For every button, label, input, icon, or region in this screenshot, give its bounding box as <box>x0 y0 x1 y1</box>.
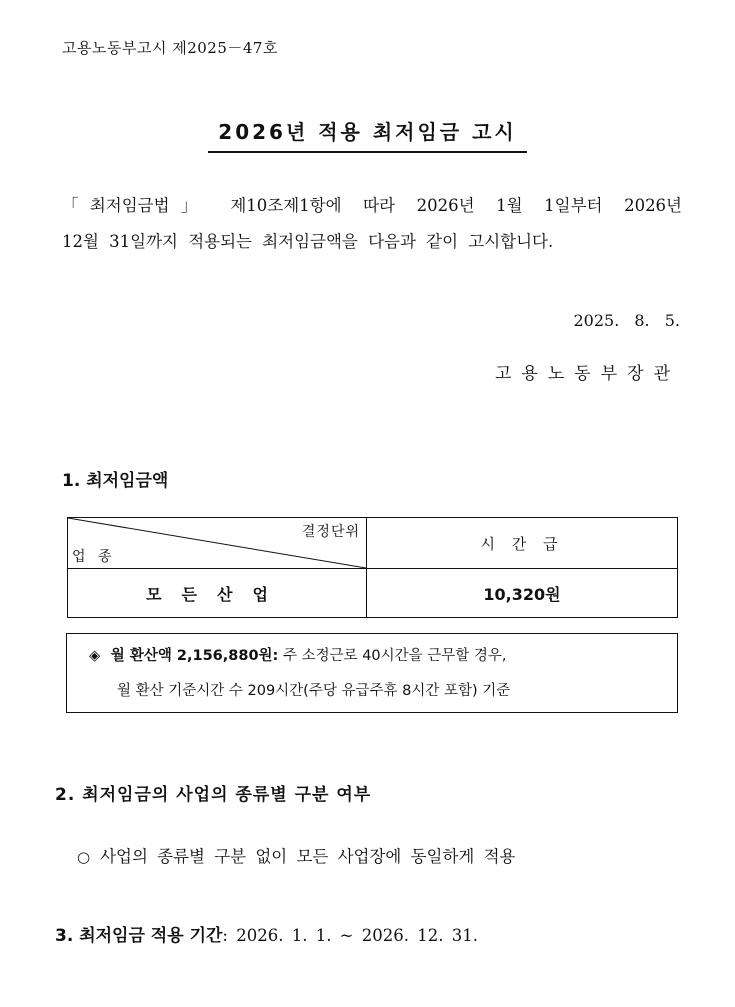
section-2-heading: 2. 최저임금의 사업의 종류별 구분 여부 <box>55 785 372 805</box>
note-text-1: 주 소정근로 40시간을 근무할 경우, <box>278 648 507 664</box>
row-hourly-wage-value: 10,320원 <box>367 569 678 618</box>
monthly-conversion-note <box>66 633 678 713</box>
minimum-wage-table <box>67 517 678 618</box>
note-line-1 <box>89 644 507 665</box>
header-decision-unit: 결정단위 <box>301 524 360 540</box>
issuer-name: 고용노동부장관 <box>495 364 680 384</box>
section-1-heading: 1. 최저임금액 <box>62 471 169 491</box>
document-title-wrap <box>0 116 735 153</box>
section-3-heading: 3. 최저임금 적용 기간 <box>55 926 223 946</box>
diamond-bullet-icon: ◈ <box>89 648 101 664</box>
note-label: 월 환산액 2,156,880원: <box>110 648 279 664</box>
note-line-2: 월 환산 기준시간 수 209시간(주당 유급주휴 8시간 포함) 기준 <box>117 683 511 699</box>
intro-line-2: 12월 31일까지 적용되는 최저임금액을 다음과 같이 고시합니다. <box>62 232 554 251</box>
table-header-row <box>68 518 678 569</box>
section-3 <box>55 921 478 946</box>
diagonal-header-cell <box>68 518 367 569</box>
notice-date: 2025. 8. 5. <box>573 311 680 330</box>
table-row <box>68 569 678 618</box>
header-hourly-wage: 시 간 급 <box>367 518 678 569</box>
notice-number: 고용노동부고시 제2025－47호 <box>62 39 278 57</box>
intro-paragraph <box>62 188 682 260</box>
circle-bullet-icon: ○ <box>77 848 91 866</box>
header-industry: 업 종 <box>72 549 116 565</box>
intro-line-1: 「최저임금법」 제10조제1항에 따라 2026년 1월 1일부터 2026년 <box>62 196 682 215</box>
document-title: 2026년 적용 최저임금 고시 <box>208 116 526 153</box>
row-all-industries: 모든산업 <box>68 569 367 618</box>
application-period: : 2026. 1. 1. ~ 2026. 12. 31. <box>222 926 478 945</box>
section-2-item-text: 사업의 종류별 구분 없이 모든 사업장에 동일하게 적용 <box>100 847 516 866</box>
section-2-item <box>77 843 515 867</box>
